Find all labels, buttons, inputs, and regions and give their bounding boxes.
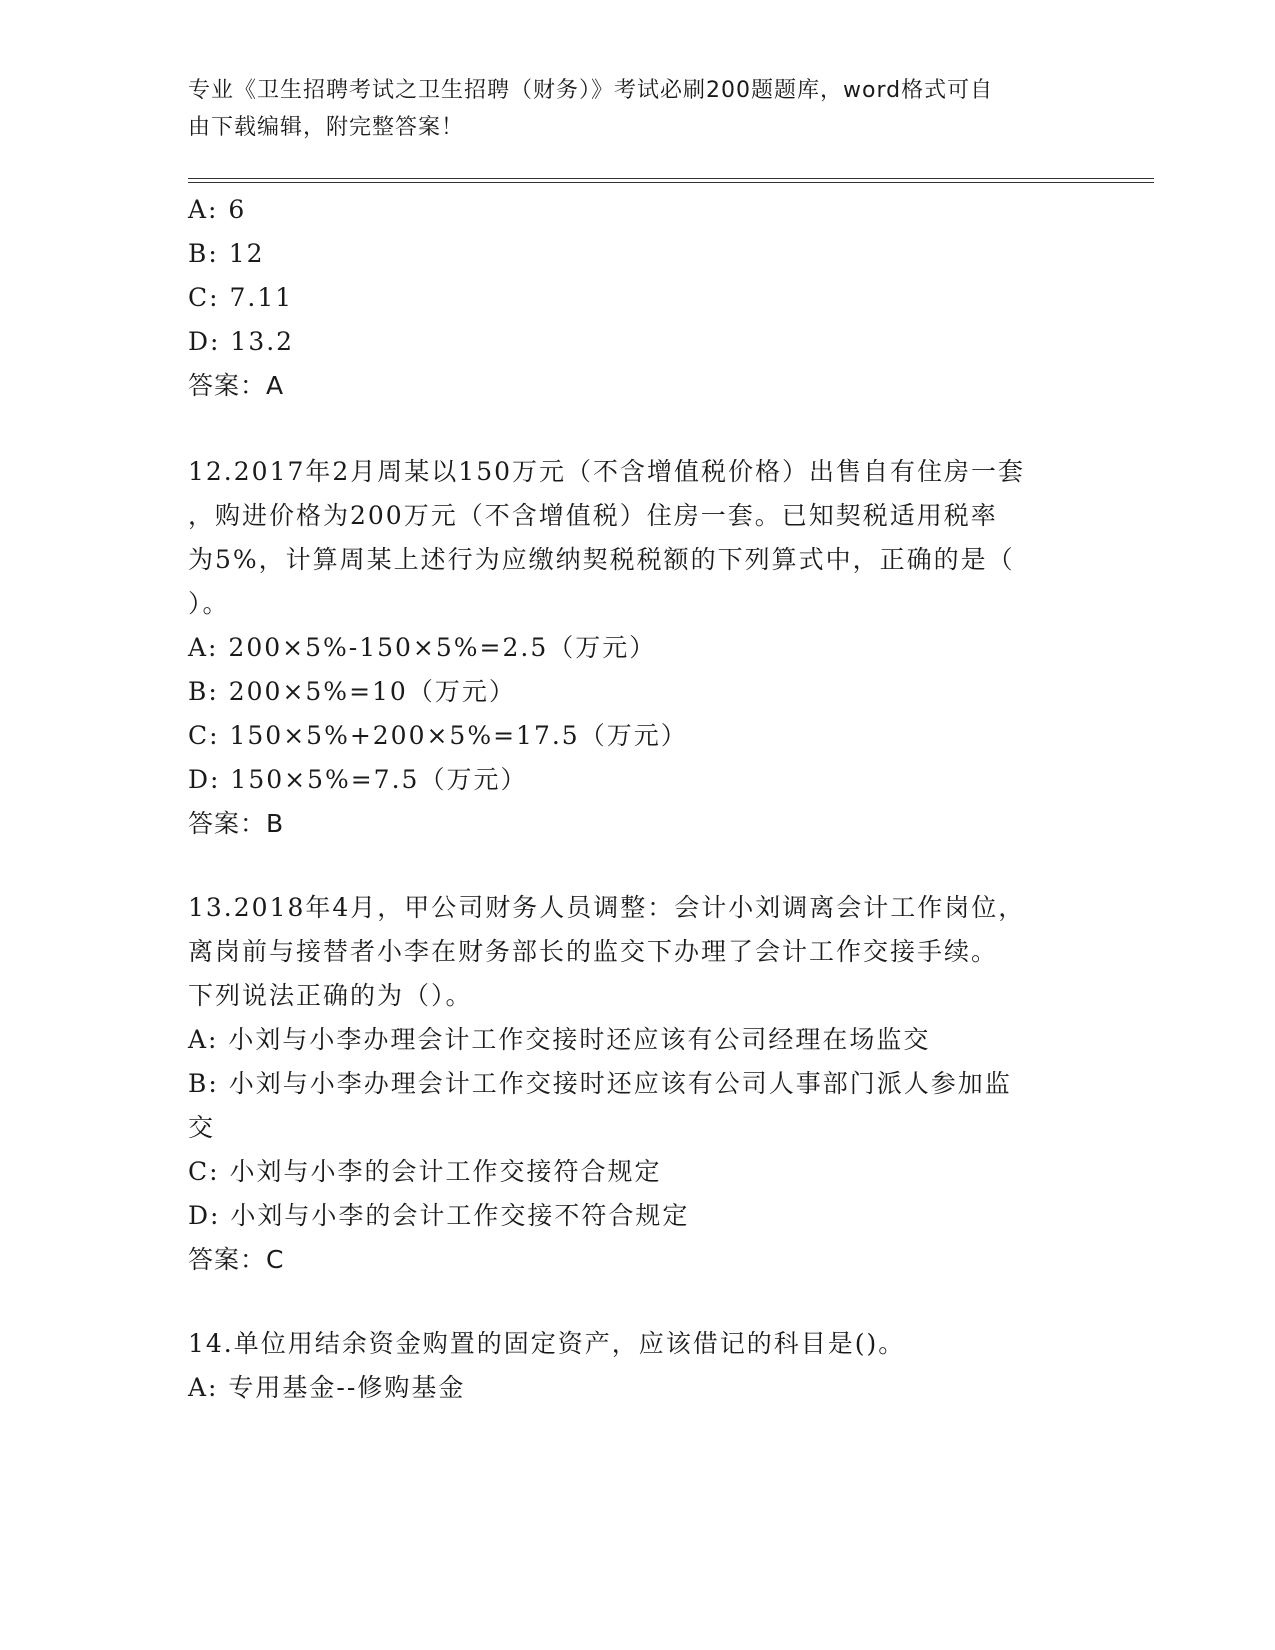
- q12-stem-line-4: ）。: [188, 589, 230, 618]
- document-header: [188, 72, 1068, 146]
- header-title-line-2: 由下载编辑，附完整答案！: [188, 115, 465, 140]
- header-divider-top: [188, 178, 1154, 179]
- q13-stem-line-2: 离岗前与接替者小李在财务部长的监交下办理了会计工作交接手续。: [188, 937, 999, 966]
- q12-stem-line-3: 为5%，计算周某上述行为应缴纳契税税额的下列算式中，正确的是（: [188, 545, 1015, 574]
- header-divider-bottom: [188, 182, 1154, 183]
- q14-stem-line-1: 14.单位用结余资金购置的固定资产，应该借记的科目是()。: [188, 1329, 906, 1358]
- q13-stem-line-1: 13.2018年4月，甲公司财务人员调整：会计小刘调离会计工作岗位，: [188, 893, 1026, 922]
- q12-stem-line-1: 12.2017年2月周某以150万元（不含增值税价格）出售自有住房一套: [188, 457, 1026, 486]
- q12-option-a: A: 200×5%-150×5%=2.5（万元）: [188, 633, 657, 662]
- q12-option-d: D: 150×5%=7.5（万元）: [188, 765, 528, 794]
- q12-answer: 答案：B: [188, 809, 285, 838]
- q13-option-a: A: 小刘与小李办理会计工作交接时还应该有公司经理在场监交: [188, 1025, 931, 1054]
- q13-option-b-line-1: B: 小刘与小李办理会计工作交接时还应该有公司人事部门派人参加监: [188, 1069, 1012, 1098]
- q13-option-b-line-2: 交: [188, 1113, 216, 1142]
- q12-stem-line-2: ，购进价格为200万元（不含增值税）住房一套。已知契税适用税率: [188, 501, 998, 530]
- q11-option-d: D: 13.2: [188, 327, 295, 356]
- q14-option-a: A: 专用基金--修购基金: [188, 1373, 466, 1402]
- q11-option-c: C: 7.11: [188, 283, 294, 312]
- q11-option-a: A: 6: [188, 195, 247, 224]
- q11-answer: 答案：A: [188, 371, 285, 400]
- q13-answer: 答案：C: [188, 1245, 285, 1274]
- q13-option-c: C: 小刘与小李的会计工作交接符合规定: [188, 1157, 662, 1186]
- q13-stem-line-3: 下列说法正确的为（）。: [188, 981, 473, 1010]
- q12-option-b: B: 200×5%=10（万元）: [188, 677, 516, 706]
- q13-option-d: D: 小刘与小李的会计工作交接不符合规定: [188, 1201, 690, 1230]
- q11-option-b: B: 12: [188, 239, 265, 268]
- header-title-line-1: 专业《卫生招聘考试之卫生招聘（财务）》考试必刷200题题库，word格式可自: [188, 78, 994, 103]
- q12-option-c: C: 150×5%+200×5%=17.5（万元）: [188, 721, 688, 750]
